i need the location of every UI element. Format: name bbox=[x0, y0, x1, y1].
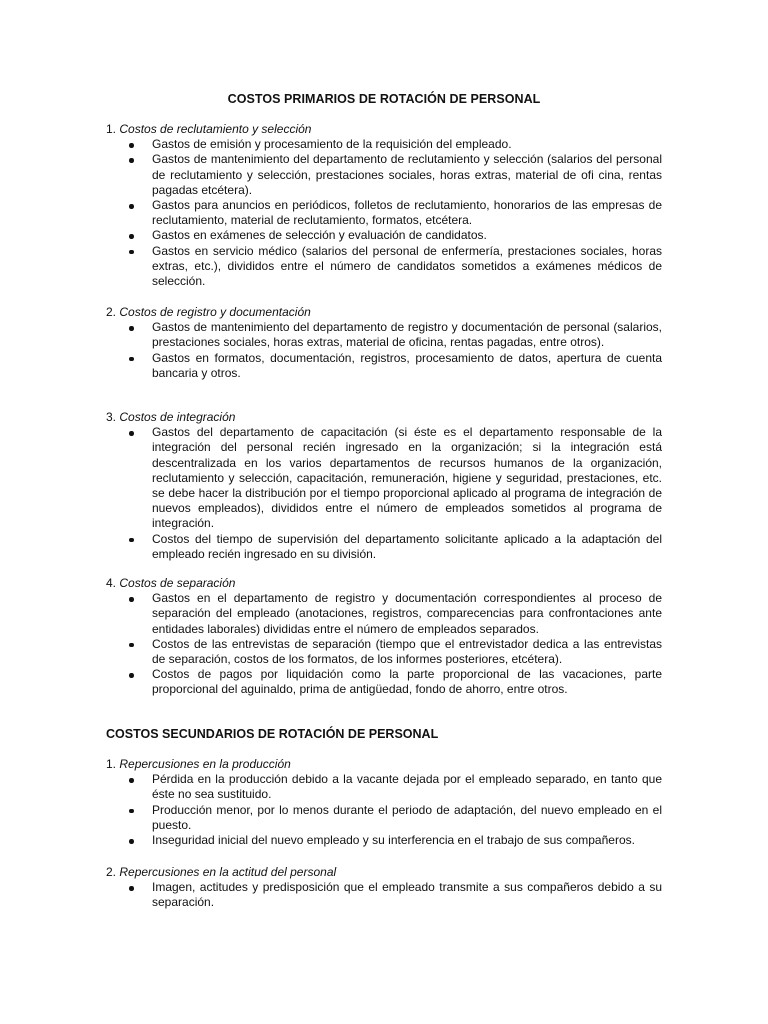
section-title bbox=[106, 410, 662, 425]
bullet-icon bbox=[129, 886, 134, 891]
list-item-text: Producción menor, por lo menos durante el periodo de adaptación, del nuevo empleado en el puesto. bbox=[152, 802, 662, 832]
bullet-list bbox=[106, 425, 662, 562]
section-name: Costos de separación bbox=[119, 576, 236, 590]
list-item bbox=[106, 880, 662, 910]
section-number: 1. bbox=[106, 757, 117, 771]
bullet-icon bbox=[129, 234, 134, 239]
bullet-list bbox=[106, 137, 662, 289]
list-item bbox=[106, 532, 662, 562]
list-item-text: Inseguridad inicial del nuevo empleado y su interferencia en el trabajo de sus compañeros. bbox=[152, 833, 635, 848]
list-item bbox=[106, 425, 662, 531]
list-item-text: Gastos del departamento de capacitación (si éste es el departamento responsable de la integración del personal recién ingresado en la organización; si la integración está descentralizada en los varios departamentos de recursos humanos de la organización, reclutamiento y selección, capacitación, remuneración, higiene y seguridad, prestaciones, etc. se debe hacer la distribución por el tiempo proporcional aplicado al programa de integración de nuevos empleados), divididos entre el número de empleados sometidos al programa de integración. bbox=[152, 425, 662, 531]
primary-section-separation bbox=[106, 576, 662, 698]
bullet-icon bbox=[129, 597, 134, 602]
list-item-text: Costos de pagos por liquidación como la parte proporcional de las vacaciones, parte proporcional del aguinaldo, prima de antigüedad, fondo de ahorro, entre otros. bbox=[152, 667, 662, 697]
section-title bbox=[106, 576, 662, 591]
list-item bbox=[106, 320, 662, 350]
secondary-section-attitude bbox=[106, 865, 662, 911]
bullet-icon bbox=[129, 673, 134, 678]
bullet-icon bbox=[129, 250, 134, 255]
bullet-icon bbox=[129, 143, 134, 148]
list-item bbox=[106, 198, 662, 228]
list-item-text: Gastos en exámenes de selección y evaluación de candidatos. bbox=[152, 228, 487, 243]
list-item bbox=[106, 228, 662, 243]
primary-section-recruitment bbox=[106, 122, 662, 289]
primary-section-integration bbox=[106, 410, 662, 562]
bullet-list bbox=[106, 591, 662, 697]
bullet-icon bbox=[129, 643, 134, 648]
list-item bbox=[106, 637, 662, 667]
section-number: 2. bbox=[106, 305, 117, 319]
list-item-text: Costos del tiempo de supervisión del departamento solicitante aplicado a la adaptación del empleado recién ingresado en su división. bbox=[152, 531, 662, 561]
list-item-text: Gastos en formatos, documentación, registros, procesamiento de datos, apertura de cuenta bancaria y otros. bbox=[152, 350, 662, 380]
section-name: Costos de registro y documentación bbox=[119, 305, 311, 319]
section-title bbox=[106, 757, 662, 772]
bullet-icon bbox=[129, 538, 134, 543]
section-name: Repercusiones en la producción bbox=[119, 757, 291, 771]
list-item bbox=[106, 833, 662, 848]
secondary-costs-heading: COSTOS SECUNDARIOS DE ROTACIÓN DE PERSONAL bbox=[106, 727, 439, 741]
list-item bbox=[106, 803, 662, 833]
section-name: Repercusiones en la actitud del personal bbox=[119, 865, 337, 879]
section-title bbox=[106, 305, 662, 320]
list-item bbox=[106, 351, 662, 381]
section-name: Costos de reclutamiento y selección bbox=[119, 122, 312, 136]
list-item-text: Gastos de mantenimiento del departamento de registro y documentación de personal (salarios, prestaciones sociales, horas extras, material de oficina, rentas pagadas, entre otros). bbox=[152, 320, 662, 350]
bullet-icon bbox=[129, 839, 134, 844]
list-item bbox=[106, 137, 662, 152]
section-name: Costos de integración bbox=[119, 410, 236, 424]
list-item-text: Gastos en servicio médico (salarios del personal de enfermería, prestaciones sociales, horas extras, etc.), divididos entre el número de candidatos sometidos a exámenes médicos de selección. bbox=[152, 243, 662, 289]
list-item-text: Imagen, actitudes y predisposición que el empleado transmite a sus compañeros debido a su separación. bbox=[152, 880, 662, 910]
bullet-icon bbox=[129, 204, 134, 209]
list-item bbox=[106, 667, 662, 697]
list-item bbox=[106, 772, 662, 802]
bullet-list bbox=[106, 772, 662, 848]
section-title bbox=[106, 122, 662, 137]
bullet-icon bbox=[129, 158, 134, 163]
bullet-icon bbox=[129, 809, 134, 814]
section-number: 4. bbox=[106, 576, 117, 590]
list-item-text: Gastos para anuncios en periódicos, folletos de reclutamiento, honorarios de las empresas de reclutamiento, material de reclutamiento, formatos, etcétera. bbox=[152, 198, 662, 228]
bullet-list bbox=[106, 320, 662, 381]
section-title bbox=[106, 865, 662, 880]
section-number: 1. bbox=[106, 122, 117, 136]
list-item-text: Costos de las entrevistas de separación (tiempo que el entrevistador dedica a las entrevistas de separación, costos de los formatos, de los informes posteriores, etcétera). bbox=[152, 636, 662, 667]
primary-section-registration bbox=[106, 305, 662, 381]
list-item-text: Gastos de emisión y procesamiento de la requisición del empleado. bbox=[152, 137, 512, 152]
list-item bbox=[106, 244, 662, 290]
bullet-icon bbox=[129, 431, 134, 436]
bullet-icon bbox=[129, 778, 134, 783]
list-item bbox=[106, 152, 662, 198]
primary-costs-heading: COSTOS PRIMARIOS DE ROTACIÓN DE PERSONAL bbox=[227, 92, 541, 106]
list-item-text: Pérdida en la producción debido a la vacante dejada por el empleado separado, en tanto que éste no sea sustituido. bbox=[152, 772, 662, 802]
section-number: 2. bbox=[106, 865, 117, 879]
list-item-text: Gastos de mantenimiento del departamento de reclutamiento y selección (salarios del personal de reclutamiento y selección, prestaciones sociales, horas extras, material de ofi cina, rentas pagadas etcétera). bbox=[152, 152, 662, 197]
bullet-list bbox=[106, 880, 662, 910]
secondary-section-production bbox=[106, 757, 662, 848]
list-item bbox=[106, 591, 662, 637]
bullet-icon bbox=[129, 357, 134, 362]
list-item-text: Gastos en el departamento de registro y documentación correspondientes al proceso de separación del empleado (anotaciones, registros, comparecencias para confrontaciones ante entidades laborales) divididas entre el número de empleados separados. bbox=[152, 591, 662, 636]
section-number: 3. bbox=[106, 410, 117, 424]
bullet-icon bbox=[129, 326, 134, 331]
